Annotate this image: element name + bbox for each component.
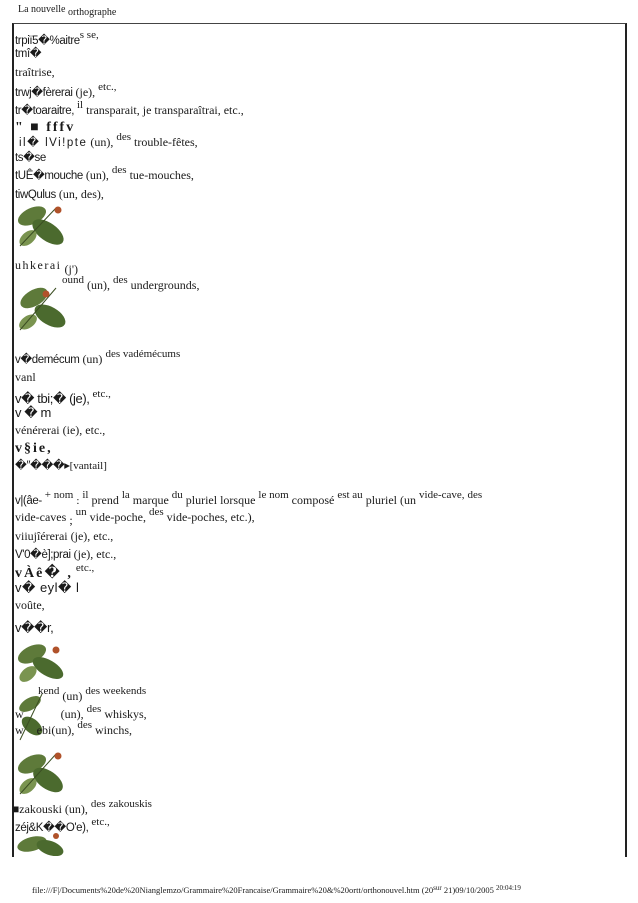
entry-word: transparait, je transparaîtrai, etc., (86, 103, 244, 117)
entry-line (12, 798, 152, 817)
entry-word: (un), (64, 802, 88, 816)
entry-line (15, 81, 117, 100)
entry-word: (un), (90, 135, 114, 149)
entry-line (15, 621, 53, 635)
page-header (18, 4, 117, 18)
entry-word: v � m (15, 405, 51, 420)
entry-word: trpiï5�%aitre (15, 35, 80, 47)
entry-word: vanl (15, 370, 36, 384)
entry-word: v§ie, (15, 441, 53, 456)
entry-line (15, 458, 107, 473)
entry-word: un (75, 506, 87, 518)
entry-line (15, 370, 36, 384)
entry-line (15, 150, 46, 165)
entry-word: trouble-fêtes, (134, 135, 198, 149)
entry-line (15, 441, 53, 456)
entry-word: prend (91, 493, 119, 507)
entry-word: ; (69, 513, 73, 527)
footer-page-sup: sur (433, 884, 442, 892)
entry-line (15, 529, 113, 543)
entry-word: est au (337, 489, 363, 501)
entry-line (19, 131, 198, 150)
entry-word: des (467, 489, 483, 501)
entry-line (15, 816, 110, 835)
page-footer (32, 885, 521, 895)
entry-word: kend (38, 685, 60, 697)
entry-word: marque (132, 493, 169, 507)
entry-word: des (86, 703, 102, 715)
entry-word: la (121, 489, 130, 501)
entry-word: des (77, 719, 92, 731)
entry-word: tmî� (15, 48, 42, 60)
footer-path: file:///F|/Documents%20de%20Nianglemzo/Grammaire%20Francaise/Grammaire%20&%20ortt/orthonouvel.htm (32, 885, 420, 895)
entry-word: des (148, 506, 164, 518)
entry-word: ts�se (15, 152, 46, 164)
entry-word: composé (291, 493, 335, 507)
entry-line (15, 120, 75, 135)
entry-word: des vadémécums (105, 348, 181, 360)
entry-word: + nom (44, 489, 74, 501)
entry-line (15, 99, 244, 118)
entry-word: : (76, 495, 80, 507)
entry-word: (un) (82, 352, 103, 366)
entry-word: trwj�fèrerai (15, 87, 73, 99)
entry-line (15, 65, 55, 79)
entry-word: (je), etc., (73, 547, 117, 561)
entry-word: zakouskis (108, 798, 152, 810)
entry-line (15, 719, 132, 738)
entry-word: v��r, (15, 620, 54, 635)
entry-word: (j') (64, 262, 78, 276)
entry-word: etc., (75, 562, 95, 574)
entry-line (15, 598, 45, 612)
entry-word: V'0�è];prai (15, 549, 71, 561)
entry-word: (un), (60, 707, 84, 721)
entry-line (15, 258, 78, 276)
entry-line (15, 562, 95, 581)
entry-word: whiskys, (104, 707, 147, 721)
entry-word: v� eyl� l (15, 580, 80, 595)
entry-word: vénérerai (15, 423, 60, 437)
entry-word: il (77, 99, 84, 111)
entry-word: v� tbi;� (je), (15, 391, 90, 406)
entry-word: (un) (62, 689, 83, 703)
entry-word: des (113, 274, 128, 286)
entry-word: zéj&K��O'e), (15, 822, 89, 834)
entry-word: il (82, 489, 89, 501)
entry-word: w (15, 707, 24, 721)
entry-word: viiujîérerai (15, 529, 68, 543)
entry-word: vide-cave, (419, 489, 465, 501)
entry-line (15, 423, 105, 437)
entry-word: (un), (87, 278, 110, 292)
entry-word: ebi(un), (36, 723, 75, 737)
entry-word: ■zakouski (12, 802, 62, 816)
entry-word: (je), (75, 85, 96, 99)
entry-word: etc., (91, 816, 110, 828)
entry-word: traîtrise, (15, 65, 55, 79)
entry-line (15, 46, 41, 61)
entry-word: tue-mouches, (129, 168, 194, 182)
leaf-illustration-2 (16, 282, 68, 334)
entry-word: [vantail] (69, 460, 107, 472)
footer-page: (20 (421, 885, 434, 895)
footer-time: 20:04:19 (496, 884, 521, 892)
entry-word: etc., (92, 388, 111, 400)
entry-word: ound (62, 274, 84, 286)
leaf-illustration-1 (16, 202, 68, 250)
entry-word: vide-poche, (89, 510, 146, 524)
entry-word: winchs, (95, 723, 132, 737)
entry-word: des (90, 798, 106, 810)
entry-word: des (116, 131, 132, 143)
entry-word: il� lVi!pte (19, 137, 88, 149)
entry-word: s se, (79, 29, 99, 41)
entry-line (38, 685, 147, 704)
entry-word: le nom (258, 489, 289, 501)
entry-word: (je), etc., (70, 529, 114, 543)
entry-word: (ie), etc., (62, 423, 106, 437)
entry-word: pluriel (un (365, 493, 417, 507)
header-word-2: orthographe (67, 7, 117, 18)
entry-word: tr�toaraitre, (15, 105, 74, 117)
entry-word: v�demécum (15, 354, 80, 366)
entry-word: pluriel lorsque (185, 493, 256, 507)
entry-word: �″���▸ (15, 460, 70, 472)
entry-word: tUÊ�mouche (15, 170, 83, 182)
entry-line (15, 547, 116, 562)
entry-word: etc., (98, 81, 117, 93)
entry-word: uhkerai (15, 258, 62, 272)
entry-word: vide-caves (15, 510, 67, 524)
leaf-illustration-5 (16, 748, 68, 798)
entry-line (15, 164, 194, 183)
entry-line (15, 187, 104, 202)
entry-word: des weekends (85, 685, 147, 697)
entry-word: (un), (85, 168, 109, 182)
leaf-illustration-3 (16, 640, 68, 684)
entry-word: du (171, 489, 183, 501)
entry-word: des (111, 164, 127, 176)
entry-word: v|(âe- (15, 495, 42, 507)
entry-word: undergrounds, (130, 278, 200, 292)
header-word-1: La nouvelle (18, 4, 66, 15)
entry-line (15, 348, 181, 367)
entry-word: vide-poches, etc.), (166, 510, 255, 524)
entry-word: w (15, 723, 24, 737)
entry-word: voûte, (15, 598, 45, 612)
footer-page-date: 21)09/10/2005 (443, 885, 494, 895)
entry-line (15, 406, 51, 420)
entry-word: " ■ fffv (15, 120, 76, 135)
entry-word: (un, des), (58, 187, 104, 201)
entry-word: tiwQulus (15, 189, 56, 201)
entry-word: vÀê� , (15, 566, 73, 581)
entry-line (15, 581, 79, 595)
entry-line (62, 274, 200, 293)
entry-line (15, 506, 255, 527)
